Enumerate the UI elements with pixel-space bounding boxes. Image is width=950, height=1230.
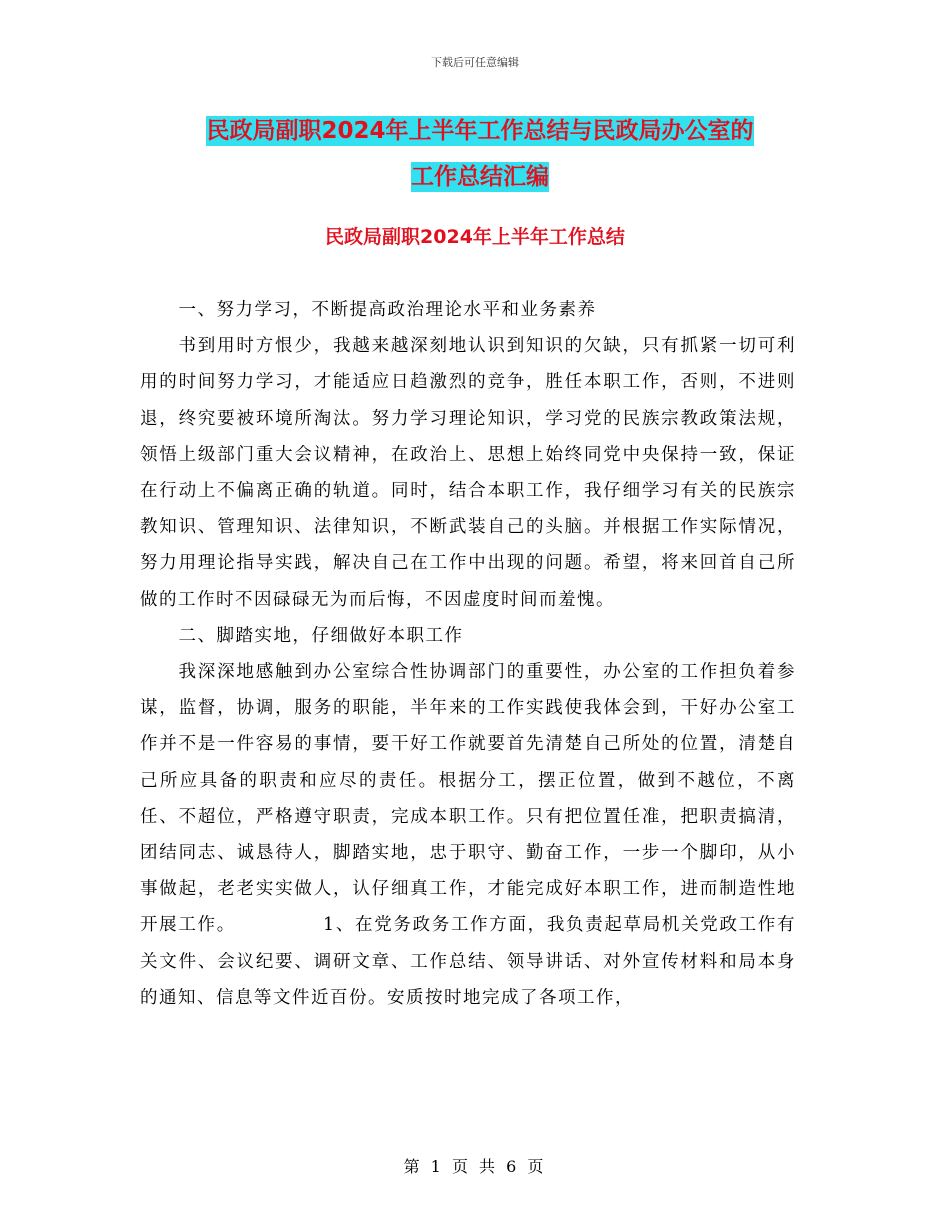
page-header: 下载后可任意编辑 bbox=[431, 56, 519, 69]
section-title: 民政局副职2024年上半年工作总结 bbox=[325, 226, 625, 248]
paragraph-2: 我深深地感触到办公室综合性协调部门的重要性，办公室的工作担负着参谋，监督，协调，服务的职能，半年来的工作实践使我体会到，干好办公室工作并不是一件容易的事情，要干好工作就要首先清楚自己所处的位置，清楚自己所应具备的职责和应尽的责任。根据分工，摆正位置，做到不越位，不离任、不超位，严格遵守职责，完成本职工作。只有把位置任准，把职责搞清，团结同志、诚恳待人，脚踏实地，忠于职守、勤奋工作，一步一个脚印，从小事做起，老老实实做人，认仔细真工作，才能完成好本职工作，进而制造性地开展工作。 1、在党务政务工作方面，我负责起草局机关党政工作有关文件、会议纪要、调研文章、工作总结、领导讲话、对外宣传材料和局本身的通知、信息等文件近百份。安质按时地完成了各项工作， bbox=[140, 662, 796, 1008]
document-title-line2: 工作总结汇编 bbox=[411, 164, 549, 190]
heading-2: 二、脚踏实地，仔细做好本职工作 bbox=[178, 625, 464, 646]
heading-1: 一、努力学习，不断提高政治理论水平和业务素养 bbox=[178, 300, 597, 320]
document-title-line1: 民政局副职2024年上半年工作总结与民政局办公室的 bbox=[206, 118, 754, 144]
document-title bbox=[140, 108, 820, 200]
paragraph-1: 书到用时方恨少，我越来越深刻地认识到知识的欠缺，只有抓紧一切可利用的时间努力学习，才能适应日趋激烈的竞争，胜任本职工作，否则，不进则退，终究要被环境所淘汰。努力学习理论知识，学习党的民族宗教政策法规，领悟上级部门重大会议精神，在政治上、思想上始终同党中央保持一致，保证在行动上不偏离正确的轨道。同时，结合本职工作，我仔细学习有关的民族宗教知识、管理知识、法律知识，不断武装自己的头脑。并根据工作实际情况，努力用理论指导实践，解决自己在工作中出现的问题。希望，将来回首自己所做的工作时不因碌碌无为而后悔，不因虚度时间而羞愧。 bbox=[140, 336, 796, 610]
page-footer: 第 1 页 共 6 页 bbox=[403, 1157, 547, 1176]
document-body bbox=[140, 292, 796, 1016]
